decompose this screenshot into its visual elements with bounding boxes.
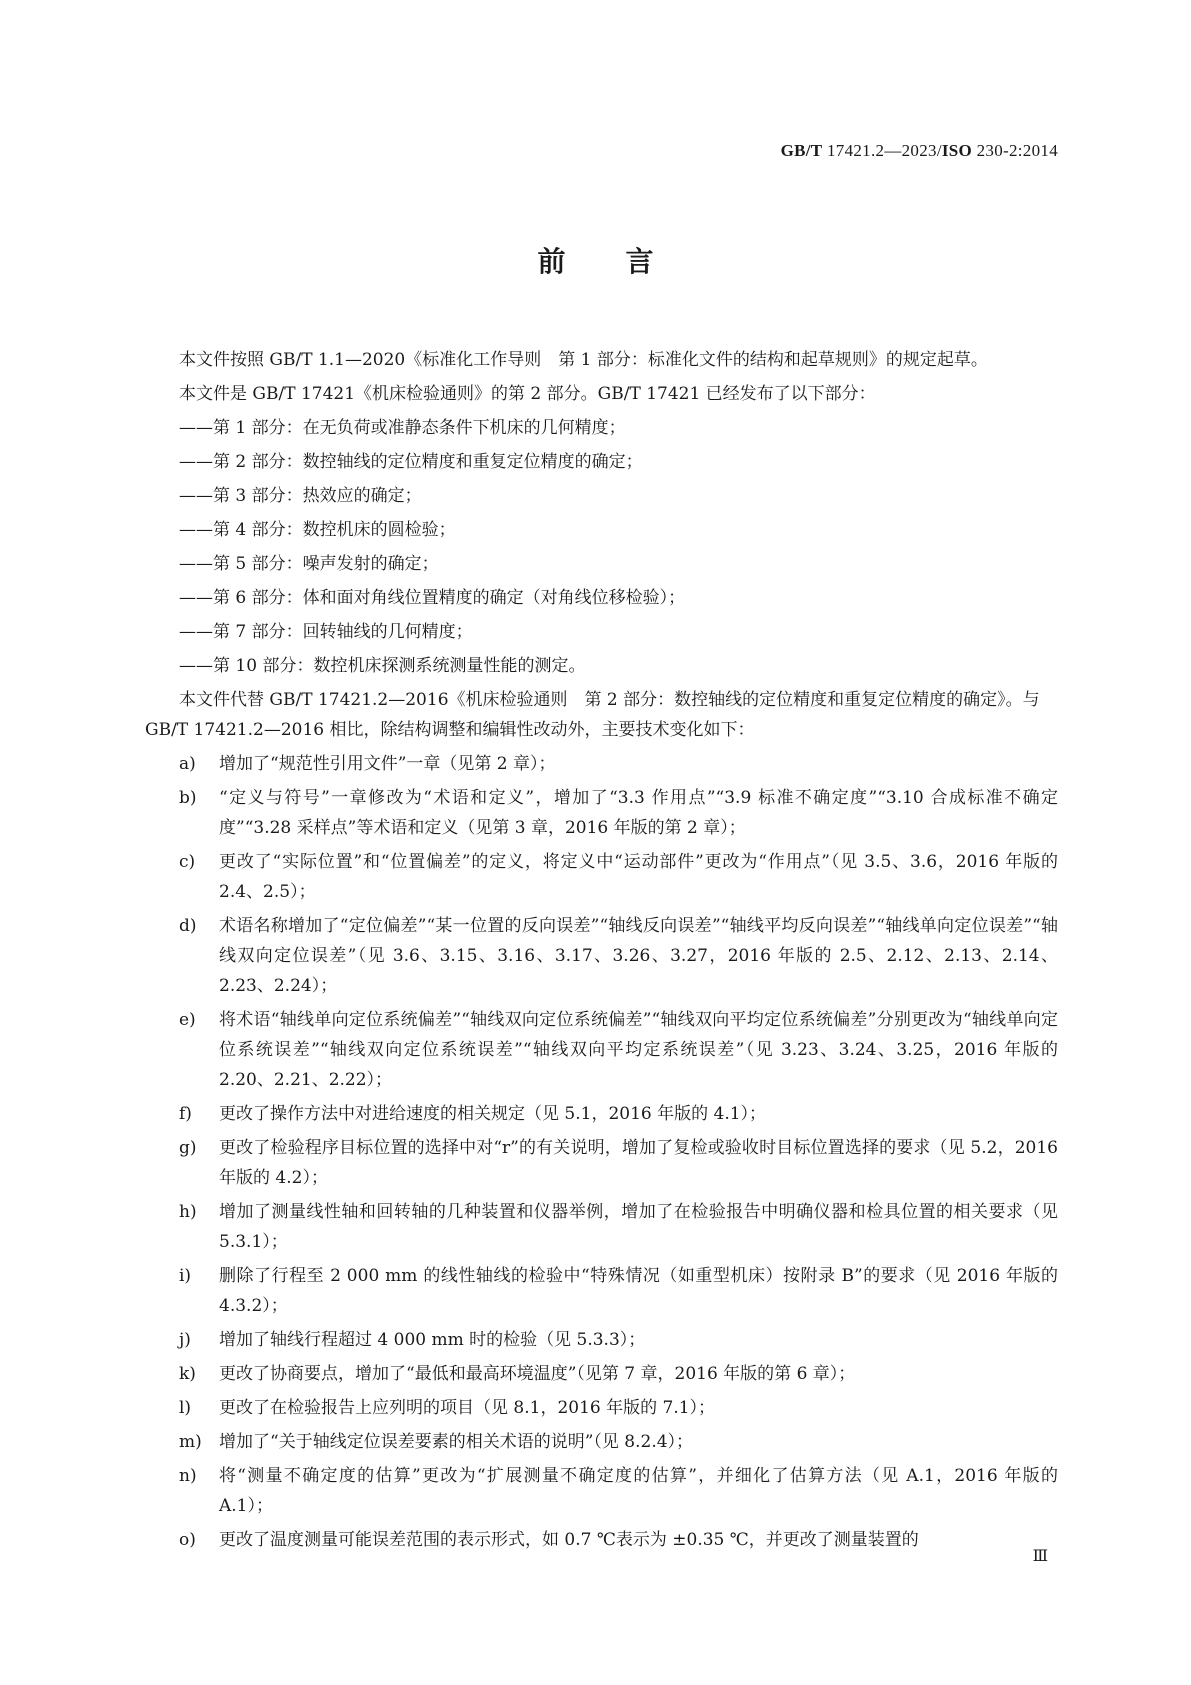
change-label: g) (179, 1138, 197, 1158)
change-text: 更改了协商要点，增加了“最低和最高环境温度”（见第 7 章，2016 年版的第 6 章）； (219, 1364, 856, 1384)
part-item: ——第 3 部分：热效应的确定； (179, 486, 422, 506)
change-item (179, 1133, 1058, 1193)
change-item (179, 911, 1058, 1001)
change-label: a) (179, 754, 196, 774)
change-text: 更改了检验程序目标位置的选择中对“r”的有关说明，增加了复检或验收时目标位置选择的要求（见 5.2，2016 年版的 4.2）； (219, 1138, 1058, 1188)
preface-body (145, 345, 1058, 1559)
change-label: j) (179, 1330, 191, 1350)
change-label: i) (179, 1266, 192, 1286)
change-item (179, 847, 1058, 907)
standard-code (781, 141, 1058, 161)
change-label: m) (179, 1432, 202, 1452)
change-text: 删除了行程至 2 000 mm 的线性轴线的检验中“特殊情况（如重型机床）按附录 B”的要求（见 2016 年版的 4.3.2）； (219, 1266, 1058, 1316)
standard-code-iso-number: 230-2:2014 (972, 141, 1058, 160)
standard-code-iso: ISO (941, 141, 973, 160)
change-item (179, 1393, 1058, 1423)
change-item (179, 749, 1058, 779)
change-label: n) (179, 1466, 197, 1486)
change-label: d) (179, 916, 197, 936)
change-text: “定义与符号”一章修改为“术语和定义”，增加了“3.3 作用点”“3.9 标准不确定度”“3.10 合成标准不确定度”“3.28 采样点”等术语和定义（见第 3 章，2016 年版的第 2 章）； (219, 788, 1058, 838)
change-item (179, 1005, 1058, 1095)
part-item: ——第 5 部分：噪声发射的确定； (179, 554, 439, 574)
change-label: k) (179, 1364, 196, 1384)
standard-code-prefix: GB/T (780, 141, 823, 160)
change-item (179, 783, 1058, 843)
change-label: c) (179, 852, 196, 872)
change-label: e) (179, 1010, 196, 1030)
standard-code-number: 17421.2—2023/ (822, 141, 942, 160)
page-title: 前言 (537, 245, 714, 278)
change-item (179, 1461, 1058, 1521)
part-item: ——第 10 部分：数控机床探测系统测量性能的测定。 (179, 656, 586, 676)
change-text: 增加了“规范性引用文件”一章（见第 2 章）； (219, 754, 556, 774)
page-number: Ⅲ (1032, 1546, 1048, 1565)
part-item: ——第 6 部分：体和面对角线位置精度的确定（对角线位移检验）； (179, 588, 686, 608)
paragraph-drafting: 本文件按照 GB/T 1.1—2020《标准化工作导则 第 1 部分：标准化文件的结构和起草规则》的规定起草。 (179, 350, 988, 370)
change-text: 增加了轴线行程超过 4 000 mm 时的检验（见 5.3.3）； (219, 1330, 646, 1350)
change-item (179, 1261, 1058, 1321)
part-item: ——第 4 部分：数控机床的圆检验； (179, 520, 456, 540)
paragraph-parts-intro: 本文件是 GB/T 17421《机床检验通则》的第 2 部分。GB/T 17421 已经发布了以下部分： (179, 384, 876, 404)
change-label: f) (179, 1104, 192, 1124)
part-item: ——第 1 部分：在无负荷或准静态条件下机床的几何精度； (179, 418, 626, 438)
change-label: h) (179, 1202, 197, 1222)
part-item: ——第 2 部分：数控轴线的定位精度和重复定位精度的确定； (179, 452, 643, 472)
change-item (179, 1525, 1058, 1555)
change-item (179, 1197, 1058, 1257)
paragraph-replaces: 本文件代替 GB/T 17421.2—2016《机床检验通则 第 2 部分：数控轴线的定位精度和重复定位精度的确定》。与 GB/T 17421.2—2016 相比，除结构调整和编辑性改动外，主要技术变化如下： (145, 690, 1040, 740)
change-label: l) (179, 1398, 192, 1418)
change-text: 将术语“轴线单向定位系统偏差”“轴线双向定位系统偏差”“轴线双向平均定位系统偏差”分别更改为“轴线单向定位系统误差”“轴线双向定位系统误差”“轴线双向平均定系统误差”（见 3.23、3.24、3.25，2016 年版的 2.20、2.21、2.22）； (219, 1010, 1058, 1090)
change-text: 更改了操作方法中对进给速度的相关规定（见 5.1，2016 年版的 4.1）； (219, 1104, 767, 1124)
change-text: 术语名称增加了“定位偏差”“某一位置的反向误差”“轴线反向误差”“轴线平均反向误差”“轴线单向定位误差”“轴线双向定位误差”（见 3.6、3.15、3.16、3.17、3.26、3.27，2016 年版的 2.5、2.12、2.13、2.14、2.23、2.24）； (219, 916, 1058, 996)
change-text: 更改了在检验报告上应列明的项目（见 8.1，2016 年版的 7.1）； (219, 1398, 716, 1418)
part-item: ——第 7 部分：回转轴线的几何精度； (179, 622, 473, 642)
change-item (179, 1427, 1058, 1457)
change-label: o) (179, 1530, 196, 1550)
change-text: 将“测量不确定度的估算”更改为“扩展测量不确定度的估算”，并细化了估算方法（见 A.1，2016 年版的 A.1）； (219, 1466, 1058, 1516)
change-item (179, 1099, 1058, 1129)
change-text: 增加了“关于轴线定位误差要素的相关术语的说明”（见 8.2.4）； (219, 1432, 694, 1452)
change-item (179, 1325, 1058, 1355)
change-text: 更改了“实际位置”和“位置偏差”的定义，将定义中“运动部件”更改为“作用点”（见 3.5、3.6，2016 年版的 2.4、2.5）； (219, 852, 1058, 902)
change-text: 更改了温度测量可能误差范围的表示形式，如 0.7 ℃表示为 ±0.35 ℃，并更改了测量装置的 (219, 1530, 919, 1550)
change-item (179, 1359, 1058, 1389)
change-label: b) (179, 788, 197, 808)
change-text: 增加了测量线性轴和回转轴的几种装置和仪器举例，增加了在检验报告中明确仪器和检具位置的相关要求（见 5.3.1）； (219, 1202, 1058, 1252)
